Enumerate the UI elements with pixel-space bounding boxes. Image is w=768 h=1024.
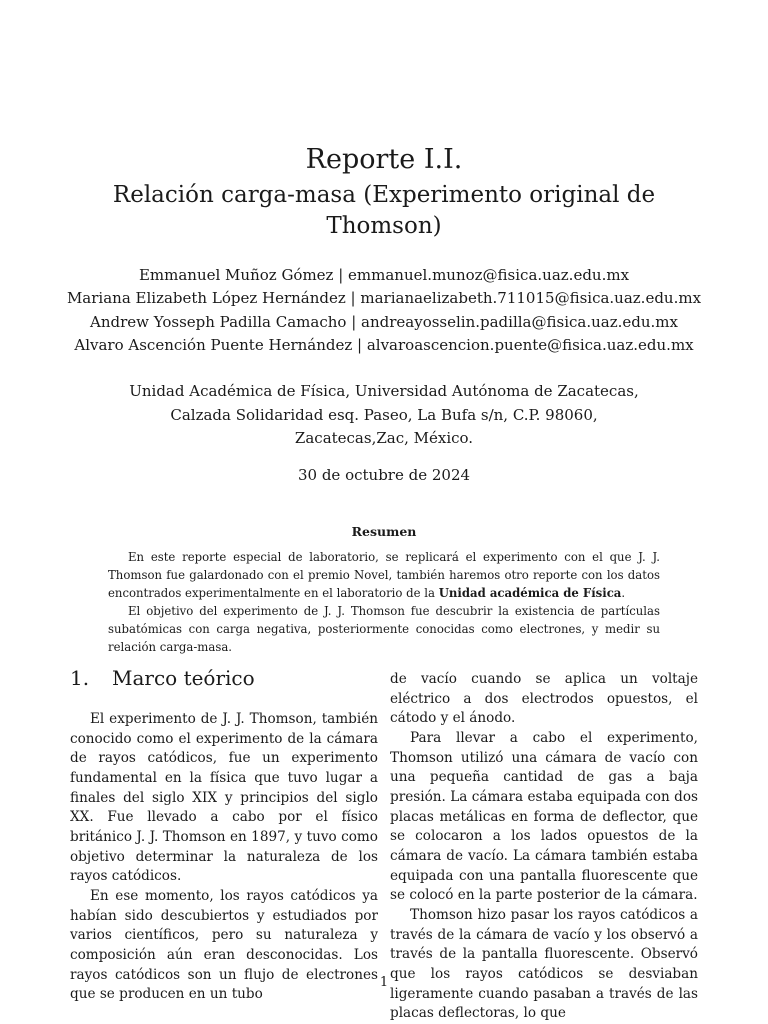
author-line: Mariana Elizabeth López Hernández | marianaelizabeth.711015@fisica.uaz.edu.mx [66, 289, 702, 308]
abstract-paragraph [108, 548, 660, 602]
affiliation-line: Calzada Solidaridad esq. Paseo, La Bufa s/n, C.P. 98060, [170, 405, 598, 424]
paper-subtitle: Relación carga-masa (Experimento original de Thomson) [112, 182, 656, 239]
section-heading [70, 664, 255, 692]
paper-date: 30 de octubre de 2024 [297, 466, 471, 484]
left-column [70, 710, 378, 1005]
affiliation-line: Zacatecas,Zac, México. [294, 429, 474, 447]
body-paragraph: En ese momento, los rayos catódicos ya habían sido descubiertos y estudiados por varios científicos, pero su naturaleza y composición aún eran desconocidas. Los rayos catódicos son un flujo de electrones que se producen en un tubo [70, 887, 378, 1003]
paper-title: Reporte I.I. [305, 144, 463, 175]
abstract-text: En este reporte especial de laboratorio, se replicará el experimento con el que J. J. Thomson fue galardonado con el premio Novel, también haremos otro reporte con los datos encontrados experimentalmente en el laboratorio de la [108, 550, 660, 600]
abstract-text: . [621, 586, 626, 600]
abstract-bold-text: Unidad académica de Física [438, 586, 622, 600]
section-title: Marco teórico [112, 666, 255, 690]
right-column [390, 670, 698, 1024]
body-paragraph: El experimento de J. J. Thomson, también conocido como el experimento de la cámara de rayos catódicos, fue un experimento fundamental en la física que tuvo lugar a finales del siglo XIX y principios del siglo XX. Fue llevado a cabo por el físico británico J. J. Thomson en 1897, y tuvo como objetivo determinar la naturaleza de los rayos catódicos. [70, 711, 378, 885]
author-line: Andrew Yosseph Padilla Camacho | andreayosselin.padilla@fisica.uaz.edu.mx [90, 312, 678, 331]
body-paragraph: Thomson hizo pasar los rayos catódicos a través de la cámara de vacío y los observó a través de la pantalla fluorescente. Observó que los rayos catódicos se desviaban ligeramente cuando pasaban a través de las placas deflectoras, lo que [390, 906, 698, 1022]
author-line: Alvaro Ascención Puente Hernández | alvaroascencion.puente@fisica.uaz.edu.mx [74, 335, 694, 354]
body-paragraph: Para llevar a cabo el experimento, Thomson utilizó una cámara de vacío con una pequeña cantidad de gas a baja presión. La cámara estaba equipada con dos placas metálicas en forma de deflector, que se colocaron a los lados opuestos de la cámara de vacío. La cámara también estaba equipada con una pantalla fluorescente que se colocó en la parte posterior de la cámara. [390, 729, 698, 904]
abstract-paragraph: El objetivo del experimento de J. J. Thomson fue descubrir la existencia de partículas subatómicas con carga negativa, posteriormente conocidas como electrones, y medir su relación carga-masa. [108, 604, 660, 654]
abstract-heading: Resumen [351, 524, 417, 539]
page-number: 1 [379, 975, 389, 990]
abstract [108, 548, 660, 656]
body-paragraph: de vacío cuando se aplica un voltaje eléctrico a dos electrodos opuestos, el cátodo y el ánodo. [390, 671, 698, 727]
affiliation-line: Unidad Académica de Física, Universidad Autónoma de Zacatecas, [129, 382, 639, 400]
author-line: Emmanuel Muñoz Gómez | emmanuel.munoz@fisica.uaz.edu.mx [138, 266, 630, 284]
affiliation [0, 380, 768, 451]
author-list [0, 264, 768, 357]
section-number: 1. [70, 666, 90, 690]
